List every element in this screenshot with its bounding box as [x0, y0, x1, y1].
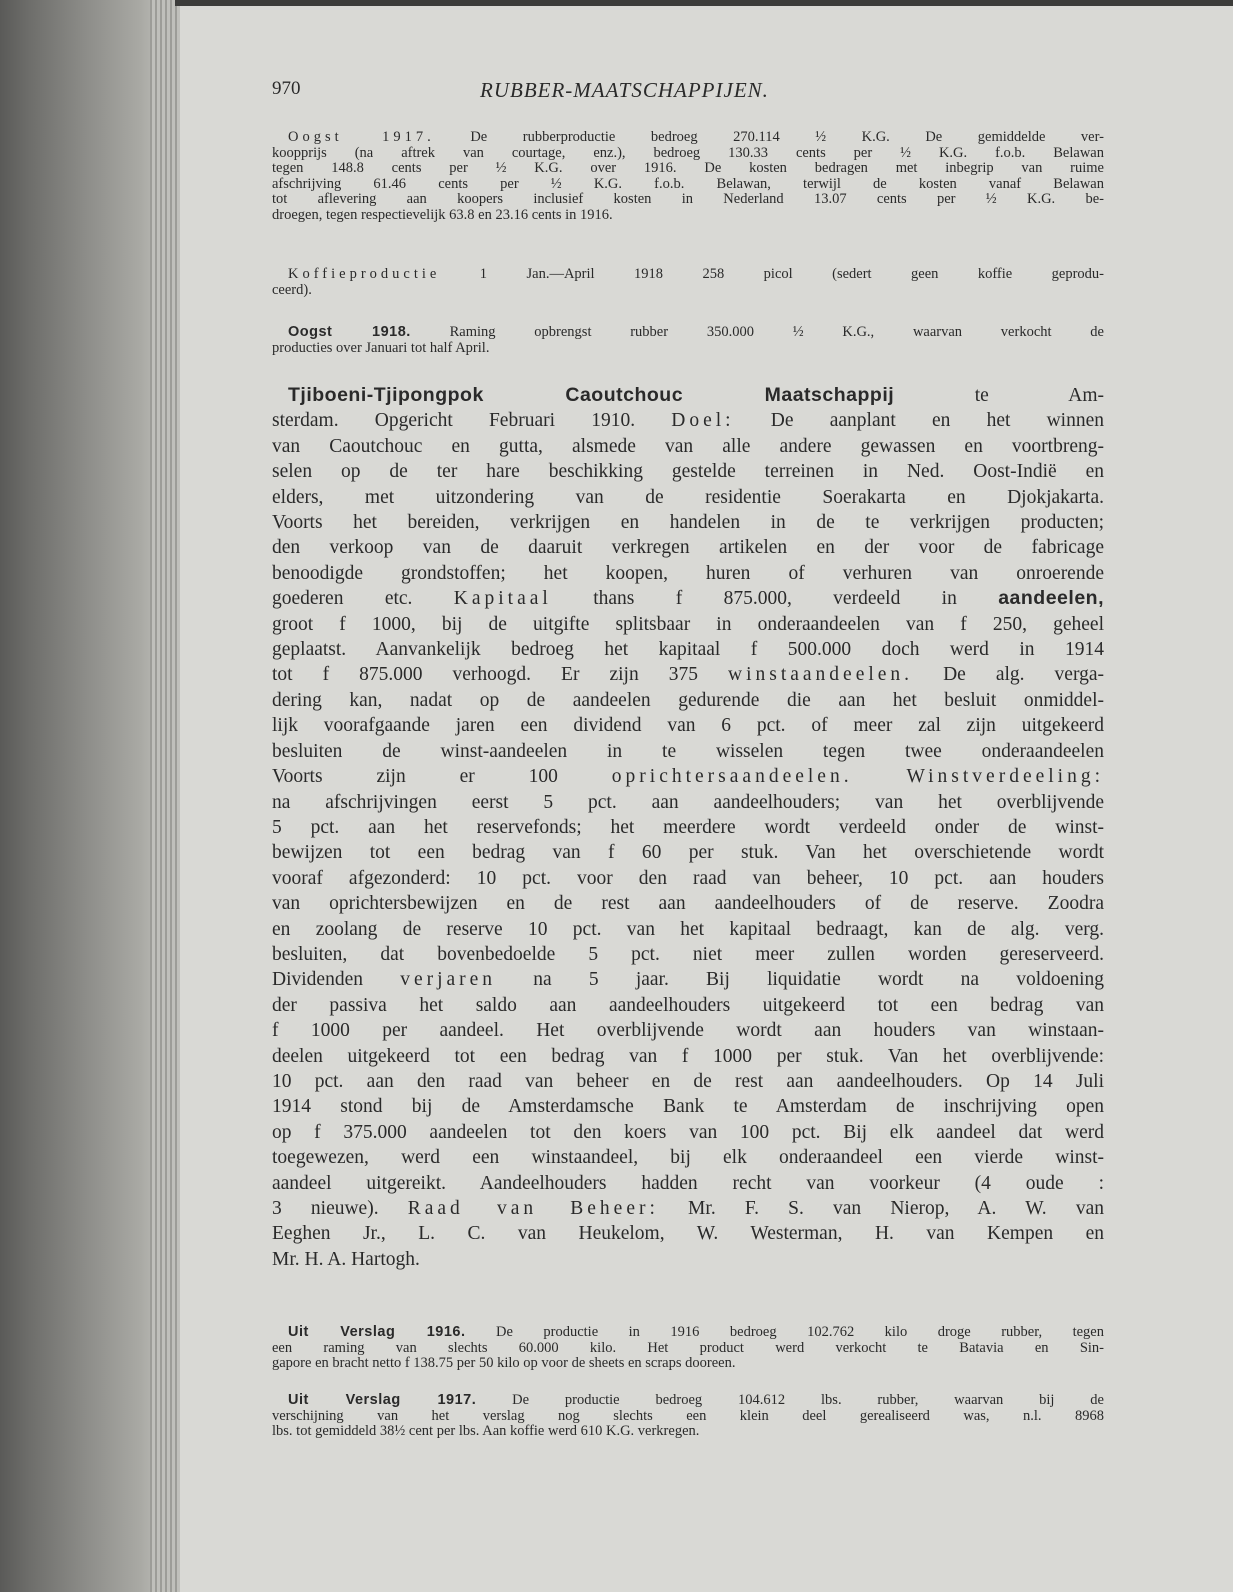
- text-line: [272, 1196, 1104, 1221]
- page-number: 970: [272, 78, 301, 99]
- text-line: [272, 993, 1104, 1018]
- text-segment: Dividenden: [272, 969, 401, 991]
- text-line: [272, 459, 1104, 484]
- text-segment: op f 375.000 aandeelen tot den koers van 100 pct. Bij elk aandeel dat werd: [272, 1121, 1104, 1143]
- text-line: [272, 688, 1104, 713]
- text-segment: te Am-: [894, 385, 1104, 406]
- text-segment: Mr. F. S. van Nierop, A. W. van: [658, 1198, 1104, 1219]
- spaced-term: Raad van Beheer:: [407, 1198, 659, 1219]
- text-segment: thans f 875.000, verdeeld in: [551, 588, 999, 610]
- text-line: [272, 739, 1104, 764]
- text-line: [272, 1247, 1104, 1272]
- text-segment: een raming van slechts 60.000 kilo. Het product werd verkocht te Batavia en Sin-: [272, 1339, 1104, 1356]
- text-segment: toegewezen, werd een winstaandeel, bij elk onderaandeel een vierde winst-: [272, 1147, 1104, 1169]
- text-segment: 3 nieuwe).: [272, 1198, 408, 1219]
- text-segment: 1 Jan.—April 1918 258 picol (sedert geen koffie geprodu-: [440, 266, 1104, 282]
- text-segment: geplaatst. Aanvankelijk bedroeg het kapitaal f 500.000 doch werd in 1914: [272, 639, 1104, 661]
- text-line: [272, 1120, 1104, 1145]
- text-line: [272, 662, 1104, 687]
- text-segment: 1914 stond bij de Amsterdamsche Bank te Amsterdam de inschrijving open: [272, 1096, 1104, 1118]
- bold-heading: Oogst 1918.: [288, 324, 411, 340]
- text-line: [272, 840, 1104, 865]
- text-line: [272, 535, 1104, 560]
- book-spine-edge: [0, 0, 175, 1592]
- text-line: [272, 434, 1104, 459]
- text-segment: Voorts het bereiden, verkrijgen en handelen in de te verkrijgen producten;: [272, 512, 1104, 534]
- text-line: [272, 1221, 1104, 1246]
- text-line: [272, 1393, 1104, 1409]
- spaced-term: Kapitaal: [453, 588, 552, 610]
- text-line: [272, 192, 1104, 208]
- text-segment: van Caoutchouc en gutta, alsmede van alle andere gewassen en voortbreng-: [272, 435, 1104, 457]
- text-line: [272, 510, 1104, 535]
- text-segment: [853, 766, 907, 787]
- paragraph: [272, 1325, 1104, 1372]
- text-segment: Mr. H. A. Hartogh.: [272, 1248, 420, 1270]
- spaced-term: verjaren: [400, 969, 497, 991]
- text-segment: koopprijs (na aftrek van courtage, enz.), bedroeg 130.33 cents per ½ K.G. f.o.b. Belawan: [272, 144, 1104, 161]
- text-segment: sterdam. Opgericht Februari 1910.: [272, 410, 672, 432]
- text-line: [272, 815, 1104, 840]
- text-line: [272, 713, 1104, 738]
- text-segment: 10 pct. aan den raad van beheer en de rest aan aandeelhouders. Op 14 Juli: [272, 1070, 1104, 1092]
- text-segment: selen op de ter hare beschikking gestelde terreinen in Ned. Oost-Indië en: [272, 461, 1104, 483]
- text-segment: deelen uitgekeerd tot een bedrag van f 1000 per stuk. Van het overblijvende:: [272, 1045, 1104, 1067]
- text-line: [272, 341, 1104, 357]
- paragraph: [272, 130, 1104, 224]
- text-segment: De aanplant en het winnen: [734, 410, 1104, 432]
- text-line: [272, 790, 1104, 815]
- text-segment: De productie bedroeg 104.612 lbs. rubber, waarvan bij de: [476, 1392, 1104, 1408]
- text-segment: lijk voorafgaande jaren een dividend van 6 pct. of meer zal zijn uitgekeerd: [272, 715, 1104, 737]
- text-line: [272, 1069, 1104, 1094]
- bold-heading: Uit Verslag 1916.: [288, 1324, 466, 1340]
- spaced-term: Koffieproductie: [288, 266, 441, 282]
- text-segment: f 1000 per aandeel. Het overblijvende wordt aan houders van winstaan-: [272, 1020, 1104, 1042]
- text-line: [272, 967, 1104, 992]
- text-segment: De rubberproductie bedroeg 270.114 ½ K.G. De gemiddelde ver-: [434, 129, 1104, 145]
- bold-heading: Tjiboeni-Tjipongpok Caoutchouc Maatschappij: [288, 384, 895, 406]
- text-segment: producties over Januari tot half April.: [272, 339, 490, 356]
- text-segment: bewijzen tot een bedrag van f 60 per stuk. Van het overschietende wordt: [272, 842, 1104, 864]
- text-line: [272, 1424, 1104, 1440]
- text-segment: aandeel uitgereikt. Aandeelhouders hadden recht van voorkeur (4 oude :: [272, 1172, 1104, 1194]
- text-segment: tot f 875.000 verhoogd. Er zijn 375: [272, 664, 728, 686]
- text-line: [272, 1094, 1104, 1119]
- text-line: [272, 130, 1104, 146]
- text-line: [272, 161, 1104, 177]
- text-segment: groot f 1000, bij de uitgifte splitsbaar in onderaandeelen van f 250, geheel: [272, 613, 1104, 635]
- text-segment: 5 pct. aan het reservefonds; het meerdere wordt verdeeld onder de winst-: [272, 816, 1104, 838]
- text-line: [272, 637, 1104, 662]
- scan-border: [175, 0, 1233, 6]
- text-segment: tegen 148.8 cents per ½ K.G. over 1916. De kosten bedragen met inbegrip van ruime: [272, 160, 1104, 177]
- text-segment: van oprichtersbewijzen en de rest aan aandeelhouders of de reserve. Zoodra: [272, 893, 1104, 915]
- text-segment: De productie in 1916 bedroeg 102.762 kilo droge rubber, tegen: [465, 1324, 1104, 1340]
- text-segment: besluiten de winst-aandeelen in te wisselen tegen twee onderaandeelen: [272, 740, 1104, 762]
- text-line: [272, 586, 1104, 611]
- text-segment: Voorts zijn er 100: [272, 766, 612, 788]
- spaced-term: winstaandeelen.: [727, 664, 914, 686]
- paragraph: [272, 325, 1104, 356]
- text-segment: tot aflevering aan koopers inclusief kosten in Nederland 13.07 cents per ½ K.G. be-: [272, 191, 1104, 208]
- paragraph: [272, 267, 1104, 298]
- text-segment: gapore en bracht netto f 138.75 per 50 kilo op voor de sheets en scraps dooreen.: [272, 1355, 736, 1372]
- spaced-term: Oogst 1917.: [288, 129, 435, 145]
- text-line: [272, 325, 1104, 341]
- text-segment: besluiten, dat bovenbedoelde 5 pct. niet meer zullen worden gereserveerd.: [272, 943, 1104, 965]
- text-segment: goederen etc.: [272, 588, 454, 610]
- text-line: [272, 1171, 1104, 1196]
- text-line: [272, 146, 1104, 162]
- spaced-term: Winstverdeeling:: [906, 766, 1105, 788]
- text-segment: der passiva het saldo aan aandeelhouders uitgekeerd tot een bedrag van: [272, 994, 1104, 1016]
- text-segment: en zoolang de reserve 10 pct. van het kapitaal bedraagt, kan de alg. verg.: [272, 918, 1104, 940]
- text-line: [272, 612, 1104, 637]
- text-line: [272, 917, 1104, 942]
- text-line: [272, 177, 1104, 193]
- text-line: [272, 1145, 1104, 1170]
- text-segment: na afschrijvingen eerst 5 pct. aan aandeelhouders; van het overblijvende: [272, 791, 1104, 813]
- text-line: [272, 208, 1104, 224]
- text-segment: benoodigde grondstoffen; het koopen, huren of verhuren van onroerende: [272, 562, 1104, 584]
- spaced-term: Doel:: [671, 410, 735, 432]
- text-segment: lbs. tot gemiddeld 38½ cent per lbs. Aan koffie werd 610 K.G. verkregen.: [272, 1423, 700, 1440]
- text-line: [272, 1018, 1104, 1043]
- text-line: [272, 1341, 1104, 1357]
- text-line: [272, 383, 1104, 408]
- text-line: [272, 1409, 1104, 1425]
- paragraph: [272, 1393, 1104, 1440]
- text-line: [272, 942, 1104, 967]
- page-stack-edge: [150, 0, 180, 1592]
- running-title: RUBBER-MAATSCHAPPIJEN.: [480, 78, 769, 102]
- text-segment: vooraf afgezonderd: 10 pct. voor den raad van beheer, 10 pct. aan houders: [272, 867, 1104, 889]
- text-segment: De alg. verga-: [913, 664, 1104, 686]
- text-line: [272, 485, 1104, 510]
- text-segment: afschrijving 61.46 cents per ½ K.G. f.o.b. Belawan, terwijl de kosten vanaf Belawan: [272, 175, 1104, 192]
- text-line: [272, 561, 1104, 586]
- text-segment: Raming opbrengst rubber 350.000 ½ K.G., waarvan verkocht de: [410, 324, 1104, 340]
- text-line: [272, 1356, 1104, 1372]
- text-line: [272, 408, 1104, 433]
- text-line: [272, 267, 1104, 283]
- paragraph: [272, 383, 1104, 1272]
- text-line: [272, 1044, 1104, 1069]
- text-segment: verschijning van het verslag nog slechts een klein deel gerealiseerd was, n.l. 8968: [272, 1407, 1104, 1424]
- bold-heading: Uit Verslag 1917.: [288, 1392, 477, 1408]
- text-line: [272, 764, 1104, 789]
- text-segment: Eeghen Jr., L. C. van Heukelom, W. Westerman, H. van Kempen en: [272, 1223, 1104, 1245]
- text-segment: den verkoop van de daaruit verkregen artikelen en der voor de fabricage: [272, 537, 1104, 559]
- text-line: [272, 866, 1104, 891]
- text-line: [272, 283, 1104, 299]
- text-segment: na 5 jaar. Bij liquidatie wordt na voldoening: [496, 969, 1104, 991]
- bold-heading: aandeelen,: [998, 587, 1104, 610]
- text-segment: droegen, tegen respectievelijk 63.8 en 23.16 cents in 1916.: [272, 206, 613, 223]
- spaced-term: oprichtersaandeelen.: [611, 766, 853, 788]
- text-line: [272, 891, 1104, 916]
- text-segment: dering kan, nadat op de aandeelen gedurende die aan het besluit onmiddel-: [272, 689, 1104, 711]
- text-segment: ceerd).: [272, 281, 312, 298]
- text-segment: elders, met uitzondering van de residentie Soerakarta en Djokjakarta.: [272, 486, 1104, 508]
- text-line: [272, 1325, 1104, 1341]
